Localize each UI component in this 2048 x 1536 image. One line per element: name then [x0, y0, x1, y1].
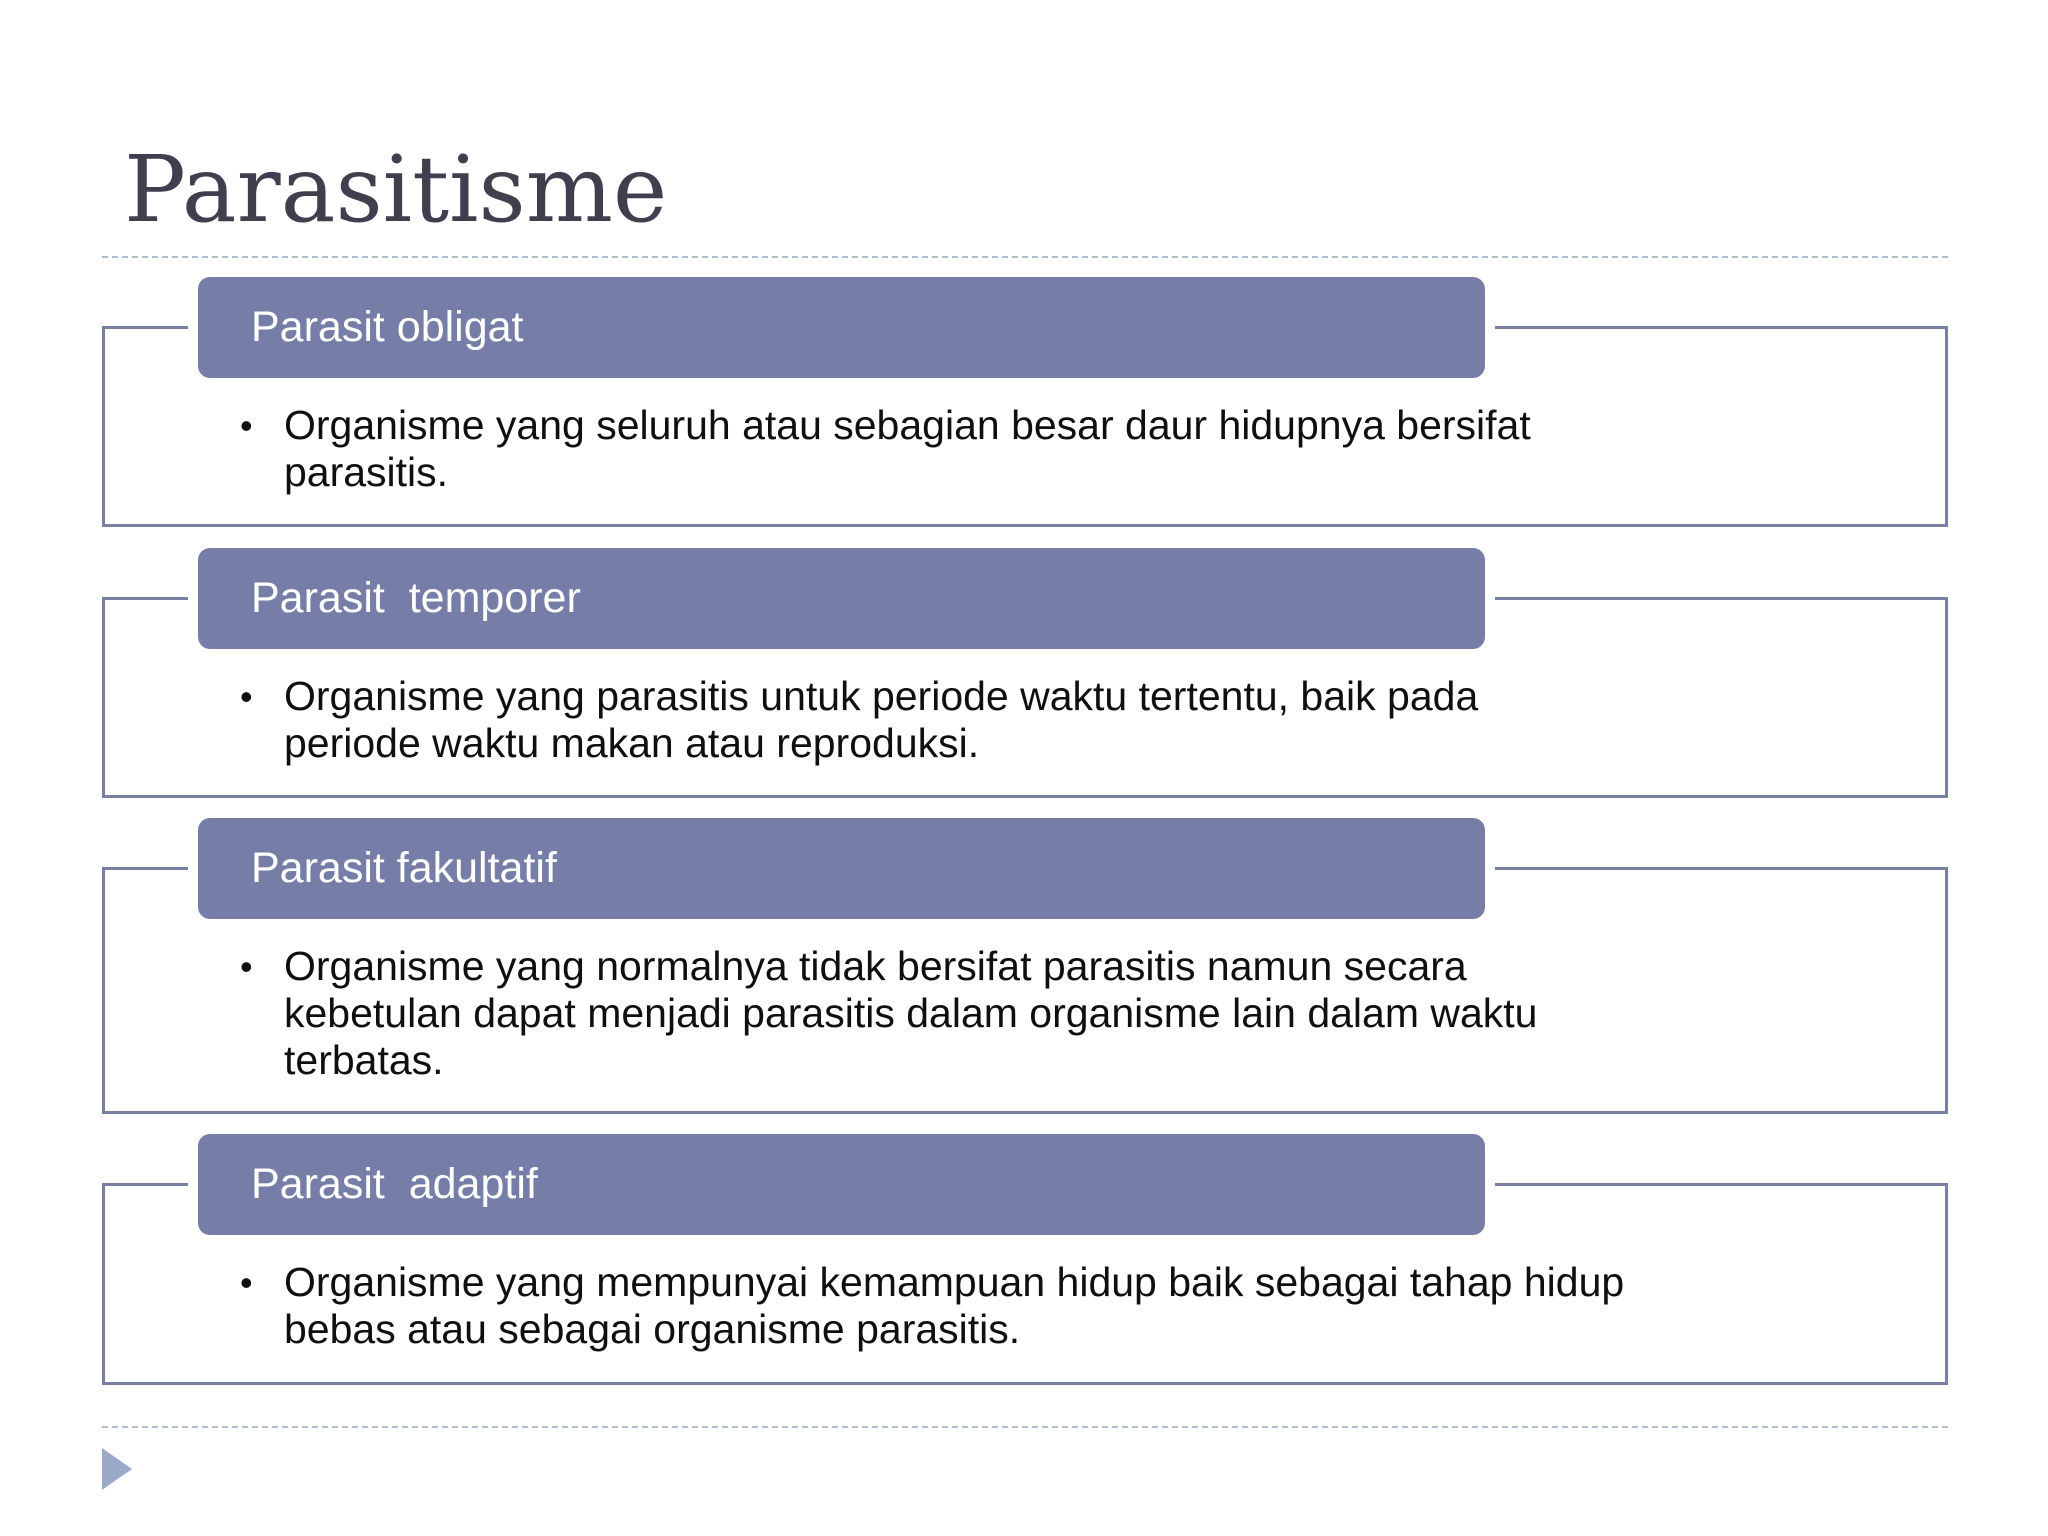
section-header-temporer: Parasit temporer [198, 548, 1485, 649]
section-header-obligat: Parasit obligat [198, 277, 1485, 378]
bullet: • [240, 1262, 253, 1303]
slide-title: Parasitisme [124, 136, 668, 243]
section-body-fakultatif [240, 943, 1784, 1084]
section-text-adaptif: Organisme yang mempunyai kemampuan hidup baik sebagai tahap hidup bebas atau sebagai organisme parasitis. [284, 1259, 1625, 1352]
section-text-obligat: Organisme yang seluruh atau sebagian besar daur hidupnya bersifat parasitis. [284, 402, 1531, 495]
play-triangle-icon [102, 1448, 132, 1490]
section-body-adaptif [240, 1259, 1784, 1353]
top-divider [102, 256, 1948, 258]
section-body-temporer [240, 673, 1724, 767]
bullet: • [240, 946, 253, 987]
bottom-divider [102, 1426, 1948, 1428]
section-text-temporer: Organisme yang parasitis untuk periode waktu tertentu, baik pada periode waktu makan atau reproduksi. [284, 673, 1479, 766]
section-body-obligat [240, 402, 1724, 496]
section-header-adaptif: Parasit adaptif [198, 1134, 1485, 1235]
bullet: • [240, 676, 253, 717]
section-text-fakultatif: Organisme yang normalnya tidak bersifat parasitis namun secara kebetulan dapat menjadi parasitis dalam organisme lain dalam waktu terbatas. [284, 943, 1538, 1083]
bullet: • [240, 405, 253, 446]
section-header-fakultatif: Parasit fakultatif [198, 818, 1485, 919]
